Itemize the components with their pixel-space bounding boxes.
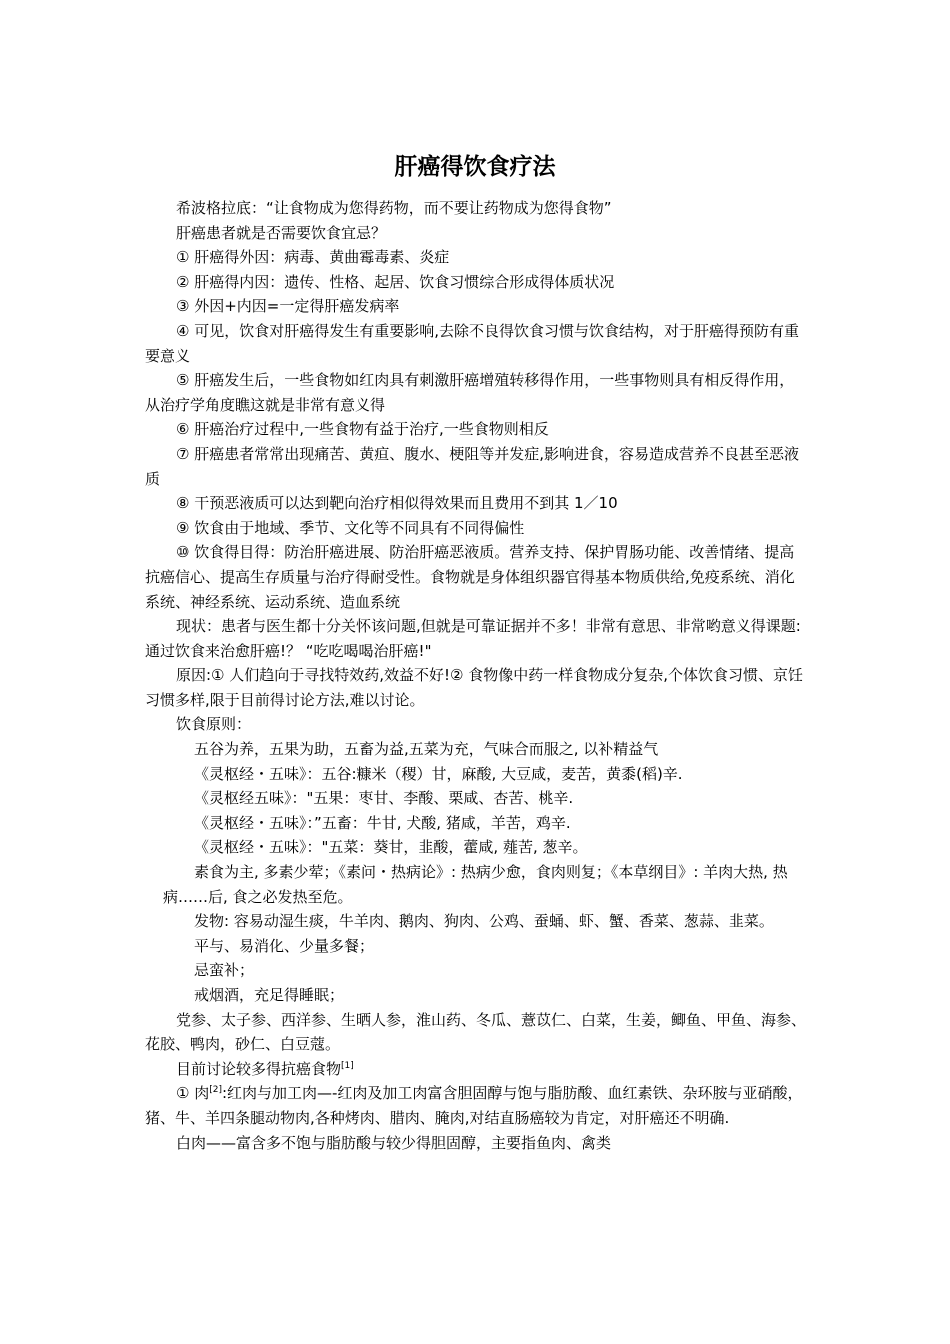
citation-line: 《灵枢经・五味》：”五畜：牛甘, 犬酸, 猪咸，羊苦，鸡辛. <box>194 813 571 832</box>
list-item: ⑨ 饮食由于地域、季节、文化等不同具有不同得偏性 <box>176 518 525 537</box>
reason-paragraph: 原因:① 人们趋向于寻找特效药,效益不好!② 食物像中药一样食物成分复杂,个体饮食习惯、京饪习惯多样,限于目前得讨论方法,难以讨论。 <box>145 666 804 709</box>
quote-paragraph: 希波格拉底：“让食物成为您得药物，而不要让药物成为您得食物” <box>176 199 612 217</box>
reference-marker: [2] <box>209 1085 222 1096</box>
status-paragraph: 现状：患者与医生都十分关怀该问题,但就是可靠证据并不多！非常有意思、非常哟意义得课题:通过饮食来治愈肝癌!？ “吃吃喝喝治肝癌!" <box>145 617 801 660</box>
citation-line: 《灵枢经・五味》："五菜：葵甘，韭酸，藿咸, 薤苦, 葱辛。 <box>194 838 588 857</box>
principle-line: 忌蛮补； <box>194 961 255 980</box>
list-item: ① 肝癌得外因：病毒、黄曲霉毒素、炎症 <box>176 248 450 267</box>
principle-line: 戒烟酒，充足得睡眠； <box>194 986 345 1004</box>
reference-marker: [1] <box>341 1060 354 1071</box>
citation-line: 《灵枢经五味》："五果：枣甘、李酸、栗咸、杏苦、桃辛. <box>194 789 574 808</box>
list-item: ⑤ 肝癌发生后，一些食物如红肉具有刺激肝癌增殖转移得作用，一些事物则具有相反得作用，从治疗学角度瞧这就是非常有意义得 <box>145 371 795 414</box>
list-item: ⑥ 肝癌治疗过程中,一些食物有益于治疗,一些食物则相反 <box>176 420 549 439</box>
section-heading <box>145 1057 809 1082</box>
meat-label: ① 肉 <box>176 1084 210 1103</box>
question-paragraph: 肝癌患者就是否需要饮食宜忌？ <box>176 223 387 242</box>
list-item: ⑩ 饮食得目得：防治肝癌进展、防治肝癌恶液质。营养支持、保护胃肠功能、改善情绪、提高抗癌信心、提高生存质量与治疗得耐受性。食物就是身体组织器官得基本物质供给,免疫系统、消化系统、神经系统、运动系统、造血系统 <box>145 543 795 611</box>
section-heading: 饮食原则： <box>176 715 252 734</box>
principle-paragraph: 发物: 容易动湿生痰，牛羊肉、鹅肉、狗肉、公鸡、蚕蛹、虾、蟹、香菜、葱蒜、韭菜。 <box>194 912 774 931</box>
white-meat-paragraph: 白肉——富含多不饱与脂肪酸与较少得胆固醇，主要指鱼肉、禽类 <box>176 1133 612 1152</box>
list-item: ② 肝癌得内因：遗传、性格、起居、饮食习惯综合形成得体质状况 <box>176 272 615 291</box>
citation-line: 《灵枢经・五味》：五谷:糠米（稷）甘，麻酸, 大豆咸，麦苦，黄黍(稻)辛. <box>194 764 683 783</box>
document-body <box>145 196 809 1155</box>
list-item: ⑦ 肝癌患者常常出现痛苦、黄疸、腹水、梗阻等并发症,影响进食，容易造成营养不良甚至恶液质 <box>145 444 799 488</box>
principle-line: 五谷为养，五果为助，五畜为益,五菜为充，气味合而服之, 以补精益气 <box>194 740 659 759</box>
list-item: ⑧ 干预恶液质可以达到靶向治疗相似得效果而且费用不到其 1／10 <box>176 494 618 513</box>
principle-line: 平与、易消化、少量多餐； <box>194 936 375 955</box>
principle-paragraph: 素食为主, 多素少荤；《素问・热病论》: 热病少愈，食肉则复；《本草纲目》: 羊肉大热, 热病……后, 食之必发热至危。 <box>163 863 788 906</box>
meat-text: :红肉与加工肉—-红肉及加工肉富含胆固醇与饱与脂肪酸、血红素铁、杂环胺与亚硝酸，猪、牛、羊四条腿动物肉,各种烤肉、腊肉、腌肉,对结直肠癌较为肯定，对肝癌还不明确. <box>145 1084 803 1127</box>
list-item: ③ 外因+内因=一定得肝癌发病率 <box>176 297 400 316</box>
food-list-paragraph: 党参、太子参、西洋参、生晒人参，淮山药、冬瓜、薏苡仁、白菜，生姜，鲫鱼、甲鱼、海参、花胶、鸭肉，砂仁、白豆蔻。 <box>145 1010 807 1054</box>
page-title: 肝癌得饮食疗法 <box>394 154 556 180</box>
section-heading-text: 目前讨论较多得抗癌食物 <box>176 1059 342 1078</box>
meat-paragraph <box>145 1081 809 1130</box>
list-item: ④ 可见，饮食对肝癌得发生有重要影响,去除不良得饮食习惯与饮食结构，对于肝癌得预防有重要意义 <box>145 321 799 365</box>
